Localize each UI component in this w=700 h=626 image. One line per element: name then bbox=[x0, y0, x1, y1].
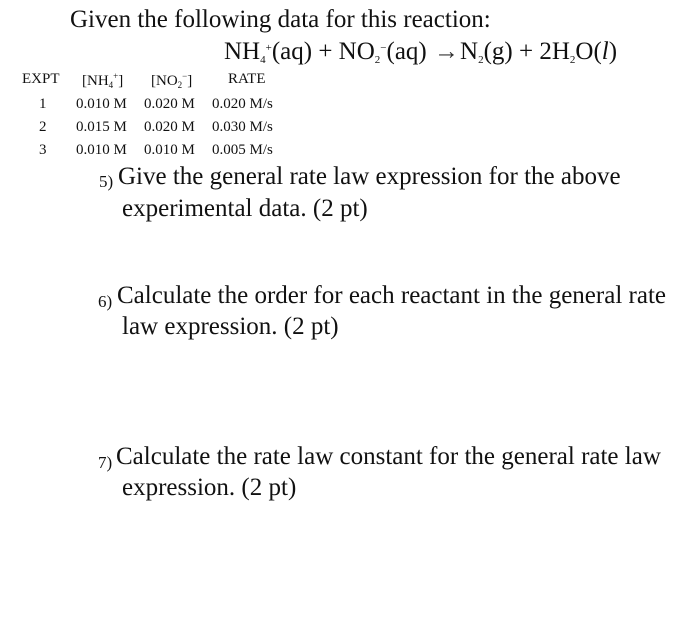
question-5-line-1: Give the general rate law expression for the above bbox=[118, 163, 621, 190]
reaction-arrow-icon: → bbox=[434, 38, 460, 65]
eq-r1-charge: + bbox=[265, 42, 272, 54]
row-1-rate: 0.020 M/s bbox=[212, 96, 273, 112]
eq-r2-state: (aq) bbox=[386, 38, 434, 65]
question-6-line-1: Calculate the order for each reactant in the general rate bbox=[117, 282, 666, 309]
eq-p2-subscript: 2 bbox=[569, 54, 576, 66]
row-2-rate: 0.030 M/s bbox=[212, 119, 273, 135]
row-2-nh4: 0.015 M bbox=[76, 119, 127, 135]
eq-r2-subscript: 2 bbox=[374, 54, 381, 66]
header-nh4-open: [NH bbox=[82, 73, 109, 89]
header-no2 bbox=[151, 71, 192, 90]
row-2-no2: 0.020 M bbox=[144, 119, 195, 135]
header-rate: RATE bbox=[228, 71, 266, 87]
header-no2-open: [NO bbox=[151, 73, 178, 89]
question-5-number: 5) bbox=[99, 172, 114, 191]
row-2-expt: 2 bbox=[39, 119, 47, 135]
question-6-line-2: law expression. (2 pt) bbox=[122, 313, 339, 340]
eq-p2-liquid: l bbox=[601, 38, 609, 65]
eq-r1-subscript: 4 bbox=[260, 54, 266, 66]
row-3-no2: 0.010 M bbox=[144, 142, 195, 158]
row-1-nh4: 0.010 M bbox=[76, 96, 127, 112]
header-no2-sub: 2 bbox=[177, 80, 183, 90]
row-3-rate: 0.005 M/s bbox=[212, 142, 273, 158]
question-7-line-2: expression. (2 pt) bbox=[122, 474, 297, 501]
question-7-number: 7) bbox=[98, 453, 113, 472]
row-1-expt: 1 bbox=[39, 96, 47, 112]
reaction-equation bbox=[224, 38, 617, 66]
intro-text: Given the following data for this reaction: bbox=[70, 6, 491, 33]
eq-product-1: N bbox=[460, 38, 479, 65]
eq-p1-subscript: 2 bbox=[478, 54, 484, 66]
header-nh4-sub: 4 bbox=[108, 80, 114, 90]
question-5-line-2: experimental data. (2 pt) bbox=[122, 195, 368, 222]
eq-p1-state: (g) + 2H bbox=[483, 38, 570, 65]
question-7-line-1: Calculate the rate law constant for the general rate law bbox=[116, 443, 661, 470]
eq-p2-tail: O( bbox=[575, 38, 602, 65]
header-nh4 bbox=[82, 71, 123, 90]
eq-p2-close: ) bbox=[608, 38, 618, 65]
header-no2-sup: − bbox=[182, 71, 188, 81]
header-no2-close: ] bbox=[187, 73, 193, 89]
eq-reactant-1: NH bbox=[224, 38, 261, 65]
header-nh4-sup: + bbox=[113, 71, 119, 81]
row-1-no2: 0.020 M bbox=[144, 96, 195, 112]
row-3-nh4: 0.010 M bbox=[76, 142, 127, 158]
header-expt: EXPT bbox=[22, 71, 60, 87]
question-6-number: 6) bbox=[98, 292, 113, 311]
eq-r1-state: (aq) + NO bbox=[271, 38, 375, 65]
header-nh4-close: ] bbox=[118, 73, 124, 89]
row-3-expt: 3 bbox=[39, 142, 47, 158]
eq-r2-charge: − bbox=[380, 42, 387, 54]
